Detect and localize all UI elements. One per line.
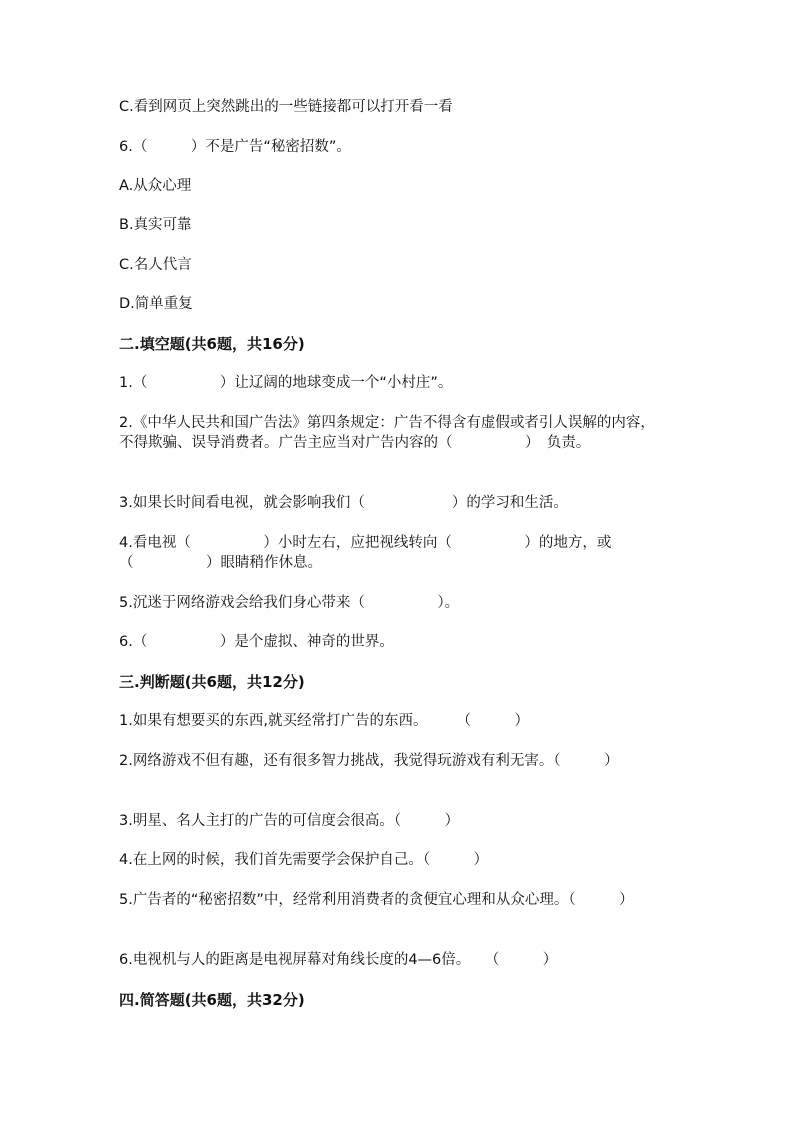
section-4-title: 四.简答题(共6题，共32分)	[119, 991, 305, 1009]
question-6-option-b: B.真实可靠	[119, 217, 192, 233]
option-c-links: C.看到网页上突然跳出的一些链接都可以打开看一看	[119, 99, 453, 115]
true-false-6: 6.电视机与人的距离是电视屏幕对角线长度的4—6倍。 （ ）	[119, 952, 558, 968]
fill-blank-4: 4.看电视（ ）小时左右，应把视线转向（ ）的地方，或（ ）眼睛稍作休息。	[119, 535, 612, 571]
fill-blank-5: 5.沉迷于网络游戏会给我们身心带来（ ）。	[119, 595, 460, 611]
true-false-2: 2.网络游戏不但有趣，还有很多智力挑战，我觉得玩游戏有利无害。（ ）	[119, 753, 619, 769]
true-false-1: 1.如果有想要买的东西,就买经常打广告的东西。 （ ）	[119, 713, 529, 729]
fill-blank-6: 6.（ ）是个虚拟、神奇的世界。	[119, 634, 394, 650]
true-false-3: 3.明星、名人主打的广告的可信度会很高。（ ）	[119, 813, 460, 829]
question-6-option-a: A.从众心理	[119, 178, 192, 194]
fill-blank-1: 1.（ ）让辽阔的地球变成一个“小村庄”。	[119, 375, 453, 391]
question-6-stem: 6.（ ）不是广告“秘密招数”。	[119, 139, 351, 155]
true-false-5: 5.广告者的“秘密招数”中，经常利用消费者的贪便宜心理和从众心理。（ ）	[119, 892, 634, 908]
fill-blank-3: 3.如果长时间看电视，就会影响我们（ ）的学习和生活。	[119, 495, 568, 511]
question-6-option-d: D.简单重复	[119, 296, 193, 312]
section-2-title: 二.填空题(共6题，共16分)	[119, 335, 305, 353]
true-false-4: 4.在上网的时候，我们首先需要学会保护自己。（ ）	[119, 852, 489, 868]
section-3-title: 三.判断题(共6题，共12分)	[119, 673, 305, 691]
question-6-option-c: C.名人代言	[119, 257, 192, 273]
fill-blank-2: 2.《中华人民共和国广告法》第四条规定：广告不得含有虚假或者引人误解的内容，不得欺骗、误导消费者。广告主应当对广告内容的（ ） 负责。	[119, 415, 655, 451]
